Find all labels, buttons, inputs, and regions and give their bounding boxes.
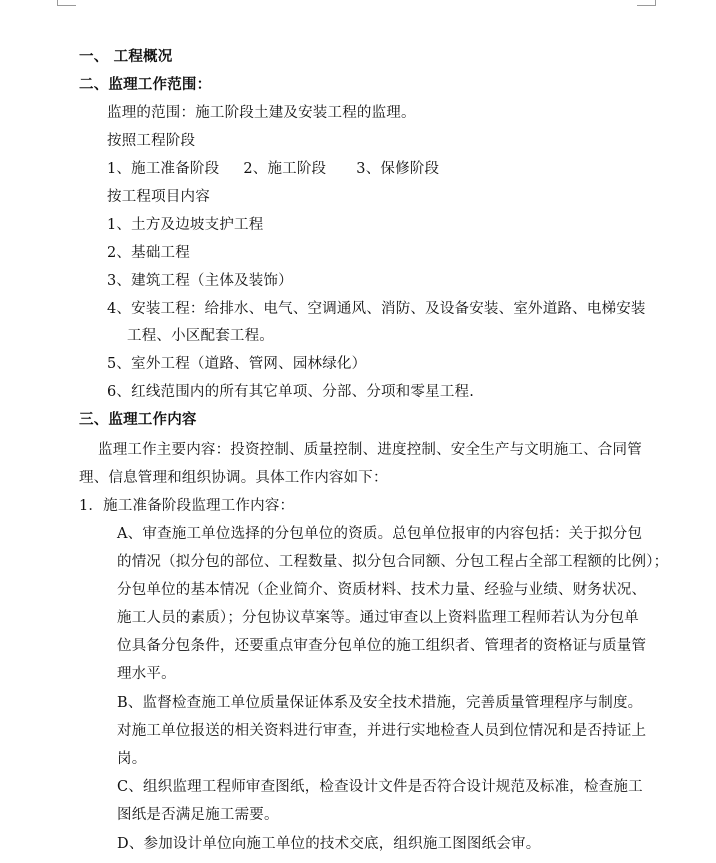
by-stage-label: 按照工程阶段: [107, 133, 196, 149]
list-item-continuation: 工程、小区配套工程。: [127, 328, 274, 344]
list-item: 4、安装工程：给排水、电气、空调通风、消防、及设备安装、室外道路、电梯安装: [107, 301, 646, 317]
list-item: 2、基础工程: [107, 245, 190, 261]
paragraph-line: 对施工单位报送的相关资料进行审查，并进行实地检查人员到位情况和是否持证上: [117, 723, 647, 739]
page-corner-mark-left: [57, 0, 76, 6]
section-subtitle: 1．施工准备阶段监理工作内容：: [79, 498, 295, 514]
heading-supervision-content: 三、监理工作内容: [79, 412, 197, 428]
heading-supervision-scope: 二、监理工作范围：: [79, 77, 212, 93]
paragraph-line: 施工人员的素质）；分包协议草案等。通过审查以上资料监理工程师若认为分包单: [117, 610, 639, 626]
paragraph-line: 理、信息管理和组织协调。具体工作内容如下：: [79, 470, 388, 486]
paragraph-line: 岗。: [117, 751, 147, 767]
page-corner-mark-right: [637, 0, 656, 6]
paragraph-line: 监理工作主要内容：投资控制、质量控制、进度控制、安全生产与文明施工、合同管: [98, 442, 642, 458]
stage-item: 3、保修阶段: [356, 161, 440, 177]
list-item: 5、室外工程（道路、管网、园林绿化）: [107, 356, 367, 372]
list-item: 1、土方及边坡支护工程: [107, 217, 264, 233]
paragraph-line: 理水平。: [117, 666, 176, 682]
stage-item: 1、施工准备阶段: [107, 161, 220, 177]
heading-project-overview: 一、 工程概况: [79, 49, 173, 65]
paragraph-line: 的情况（拟分包的部位、工程数量、拟分包合同额、分包工程占全部工程额的比例）；: [117, 554, 669, 570]
scope-line: 监理的范围：施工阶段土建及安装工程的监理。: [107, 105, 416, 121]
paragraph-line: C、组织监理工程师审查图纸，检查设计文件是否符合设计规范及标准，检查施工: [117, 779, 643, 795]
stage-list: [107, 159, 439, 179]
paragraph-line: 图纸是否满足施工需要。: [117, 807, 279, 823]
paragraph-line: 位具备分包条件，还要重点审查分包单位的施工组织者、管理者的资格证与质量管: [117, 638, 647, 654]
paragraph-line: B、监督检查施工单位质量保证体系及安全技术措施，完善质量管理程序与制度。: [117, 695, 643, 711]
stage-item: 2、施工阶段: [243, 161, 327, 177]
list-item: 6、红线范围内的所有其它单项、分部、分项和零星工程.: [107, 384, 475, 400]
by-item-label: 按工程项目内容: [107, 189, 210, 205]
paragraph-line: 分包单位的基本情况（企业简介、资质材料、技术力量、经验与业绩、财务状况、: [117, 582, 647, 598]
paragraph-line: A、审查施工单位选择的分包单位的资质。总包单位报审的内容包括：关于拟分包: [117, 526, 643, 542]
list-item: 3、建筑工程（主体及装饰）: [107, 273, 293, 289]
paragraph-line: D、参加设计单位向施工单位的技术交底，组织施工图图纸会审。: [117, 836, 541, 852]
